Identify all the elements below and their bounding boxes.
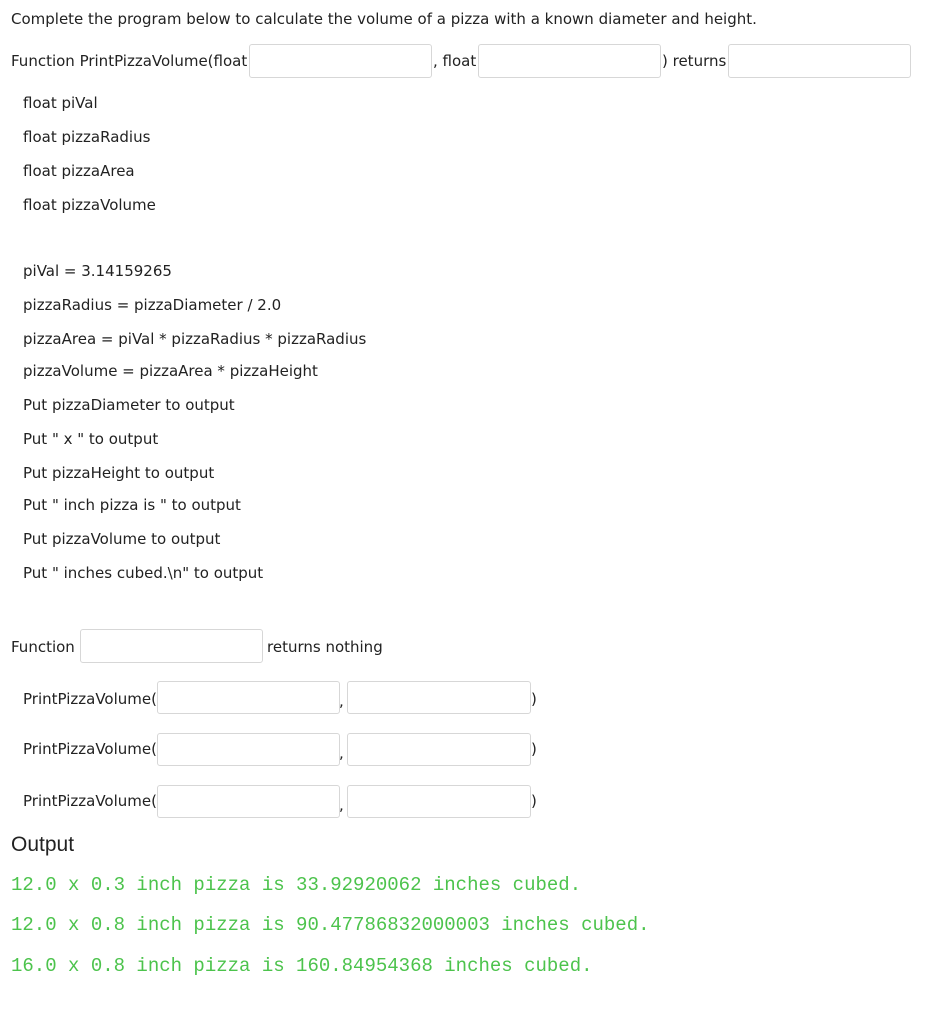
main-function-name-input[interactable] [80, 629, 263, 663]
call-label: PrintPizzaVolume( [23, 740, 157, 758]
statement-line: pizzaArea = piVal * pizzaRadius * pizzaRadius [23, 330, 367, 348]
output-line: 12.0 x 0.3 inch pizza is 33.92920062 inches cubed. [11, 874, 582, 896]
statement-line: pizzaRadius = pizzaDiameter / 2.0 [23, 296, 282, 314]
call-separator: , [339, 796, 344, 814]
main-function-prefix: Function [11, 638, 75, 656]
call-separator: , [339, 744, 344, 762]
call-close: ) [531, 740, 537, 758]
statement-line: Put " inch pizza is " to output [23, 496, 241, 514]
param1-type-input[interactable] [249, 44, 432, 78]
declaration-line: float pizzaArea [23, 162, 135, 180]
param2-input[interactable] [478, 44, 661, 78]
function-header-middle: , float [433, 52, 477, 70]
call-close: ) [531, 690, 537, 708]
statement-line: Put " x " to output [23, 430, 159, 448]
statement-line: piVal = 3.14159265 [23, 262, 172, 280]
call-arg2-input[interactable] [347, 785, 531, 818]
statement-line: Put " inches cubed.\n" to output [23, 564, 264, 582]
return-type-input[interactable] [728, 44, 911, 78]
call-arg1-input[interactable] [157, 681, 340, 714]
declaration-line: float piVal [23, 94, 98, 112]
call-arg2-input[interactable] [347, 733, 531, 766]
function-header-suffix: ) returns [662, 52, 727, 70]
output-heading: Output [11, 833, 75, 856]
call-arg1-input[interactable] [157, 785, 340, 818]
statement-line: Put pizzaDiameter to output [23, 396, 235, 414]
call-close: ) [531, 792, 537, 810]
function-header-prefix: Function PrintPizzaVolume(float [11, 52, 248, 70]
statement-line: Put pizzaVolume to output [23, 530, 221, 548]
declaration-line: float pizzaRadius [23, 128, 151, 146]
call-arg2-input[interactable] [347, 681, 531, 714]
output-line: 12.0 x 0.8 inch pizza is 90.47786832000003 inches cubed. [11, 914, 650, 936]
call-label: PrintPizzaVolume( [23, 690, 157, 708]
call-label: PrintPizzaVolume( [23, 792, 157, 810]
main-function-suffix: returns nothing [267, 638, 383, 656]
statement-line: Put pizzaHeight to output [23, 464, 215, 482]
call-separator: , [339, 692, 344, 710]
call-arg1-input[interactable] [157, 733, 340, 766]
declaration-line: float pizzaVolume [23, 196, 156, 214]
output-line: 16.0 x 0.8 inch pizza is 160.84954368 inches cubed. [11, 955, 593, 977]
instructions-text: Complete the program below to calculate the volume of a pizza with a known diameter and height. [11, 10, 757, 28]
statement-line: pizzaVolume = pizzaArea * pizzaHeight [23, 362, 318, 380]
